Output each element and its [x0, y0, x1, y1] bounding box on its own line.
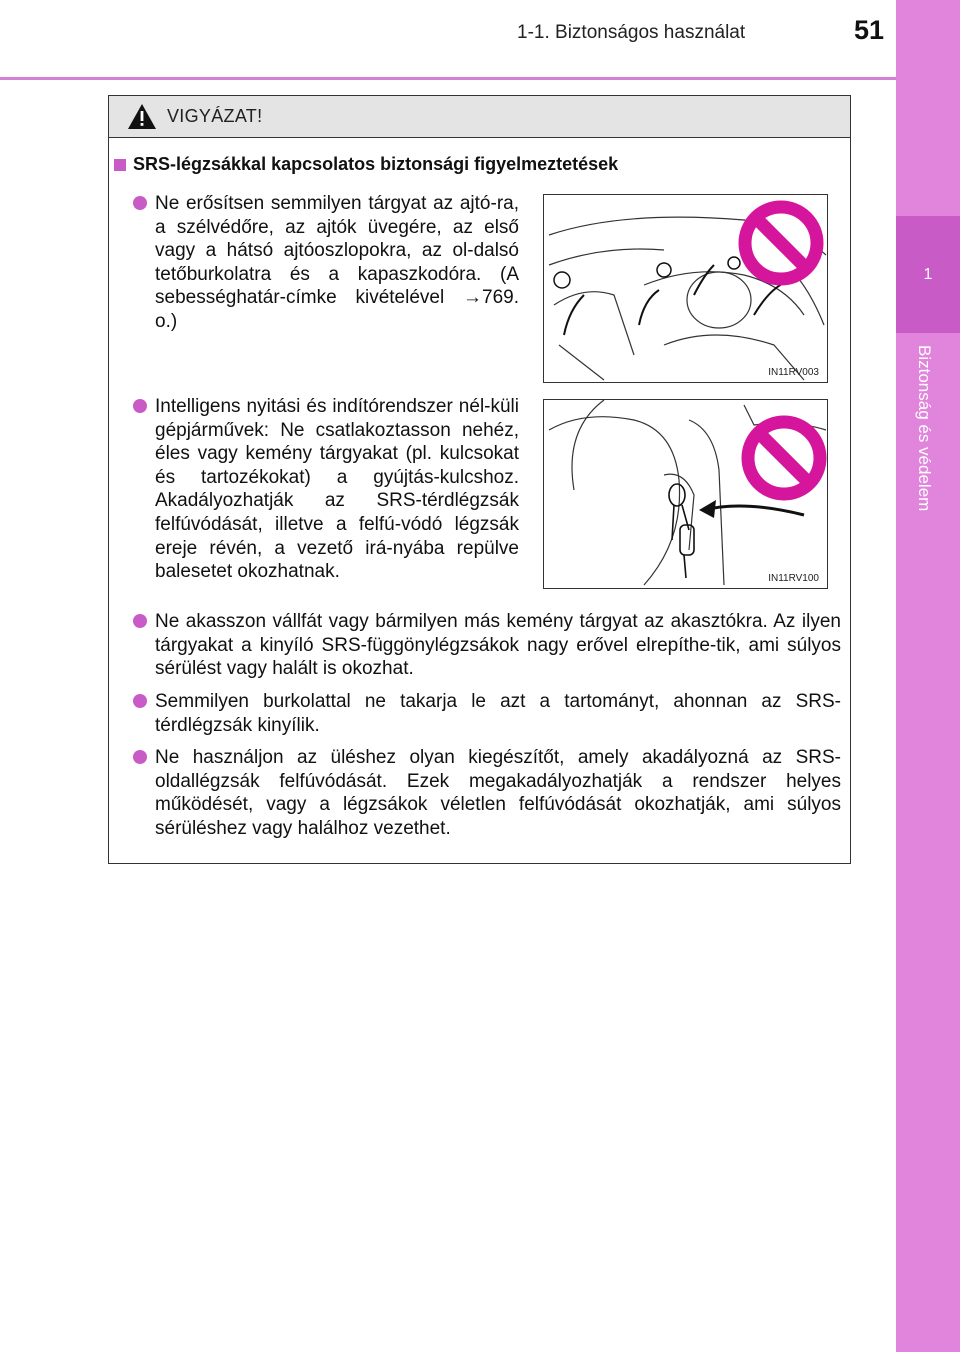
- steering-key-illustration: [544, 400, 828, 589]
- header-rule: [0, 77, 896, 80]
- list-item: [155, 395, 519, 584]
- chapter-number-box: [896, 216, 960, 333]
- chapter-side-tab: [896, 0, 960, 1352]
- prohibition-icon: [745, 207, 817, 279]
- warning-triangle-icon: [127, 103, 157, 130]
- warning-header: [109, 96, 850, 138]
- list-item: [155, 746, 841, 840]
- chapter-name: Biztonság és védelem: [915, 345, 934, 512]
- list-item: [155, 610, 841, 681]
- prohibition-icon: [748, 422, 820, 494]
- figure-key-prohibited: [543, 399, 828, 589]
- bullet-dot-icon: [133, 750, 147, 764]
- list-item-text: Semmilyen burkolattal ne takarja le azt a tartományt, ahonnan az SRS-térdlégzsák kinyílik.: [155, 691, 841, 736]
- figure-id: IN11RV100: [768, 573, 819, 584]
- section-square-icon: [114, 159, 126, 171]
- warning-label: VIGYÁZAT!: [167, 106, 263, 126]
- section-heading-text: SRS-légzsákkal kapcsolatos biztonsági figyelmeztetések: [133, 154, 619, 174]
- bullet-dot-icon: [133, 694, 147, 708]
- list-item-text: Ne erősítsen semmilyen tárgyat az ajtó-ra, a szélvédőre, az ajtók üvegére, az első vagy a hátsó ajtóoszlopokra, az ol-dalsó tetőburkolatra és a kapaszkodóra. (A sebességhatár-címke kivételével →769. o.): [155, 193, 519, 332]
- list-item: [155, 690, 841, 737]
- page-number: 51: [854, 15, 885, 45]
- list-item-text: Ne használjon az üléshez olyan kiegészítőt, amely akadályozná az SRS-oldallégzsák felfúvódását. Ezek megakadályozhatják a rendszer helyes működését, vagy a légzsákok véletlen felfúvódását okozhatják, ami súlyos sérüléshez vagy halálhoz vezethet.: [155, 747, 841, 839]
- bullet-dot-icon: [133, 399, 147, 413]
- list-item: [155, 192, 519, 334]
- bullet-dot-icon: [133, 196, 147, 210]
- section-heading: [114, 154, 618, 175]
- figure-interior-prohibited: [543, 194, 828, 383]
- list-item-text: Intelligens nyitási és indítórendszer nél-küli gépjárművek: Ne csatlakoztasson nehéz, éles vagy kemény tárgyakat (pl. kulcsokat és tartozékokat) a gyújtás-kulcshoz. Akadályozhatják az SRS-térdlégzsák felfúvódását, illetve a felfú-vódó légzsák ereje révén, a vezető irá-nyába repülve balesetet okozhatnak.: [155, 396, 519, 583]
- chapter-number: 1: [923, 265, 933, 283]
- figure-id: IN11RV003: [768, 367, 819, 378]
- header-section-title: 1-1. Biztonságos használat: [517, 22, 746, 43]
- list-item-text: Ne akasszon vállfát vagy bármilyen más kemény tárgyat az akasztókra. Az ilyen tárgyakat a kinyíló SRS-függönylégzsákok nagy erővel elrepíthe-tik, ami súlyos sérülést vagy halált is okozhat.: [155, 611, 841, 680]
- car-interior-illustration: [544, 195, 828, 383]
- bullet-dot-icon: [133, 614, 147, 628]
